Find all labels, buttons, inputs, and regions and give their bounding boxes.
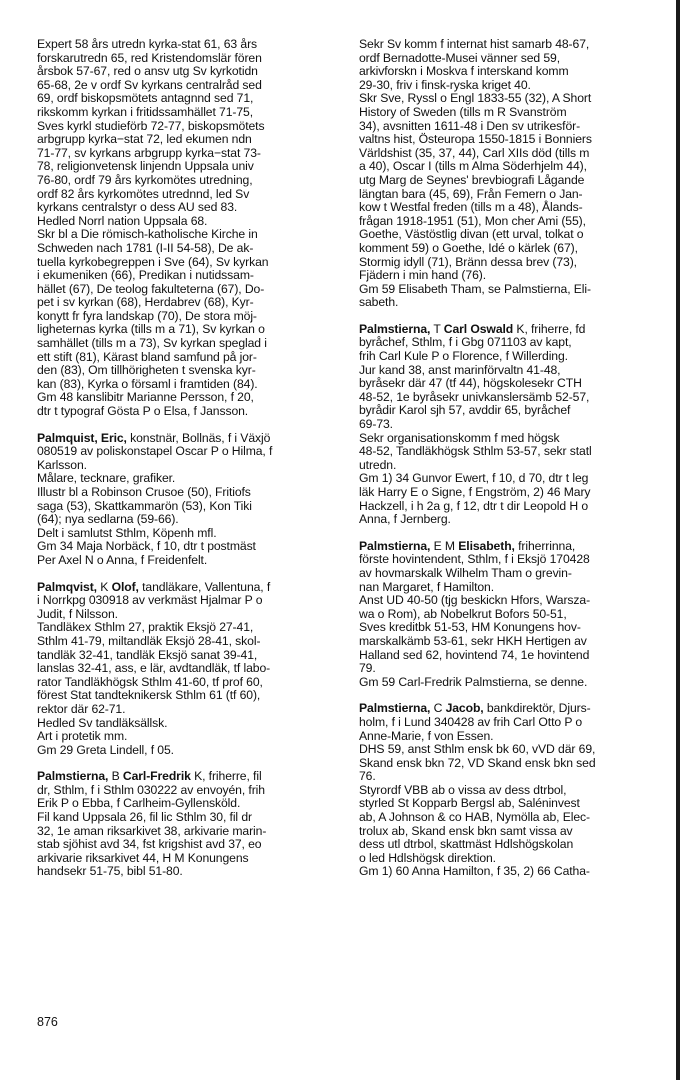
text-line: 71-77, sv kyrkans arbgrupp kyrka−stat 73- [37,145,261,160]
right-column [359,38,659,879]
text-line: dr, Sthlm, f i Sthlm 030222 av envoyén, frih [37,782,265,797]
entry-palmstierna-carl-oswald [359,323,659,527]
text-line: dess utl dtrbol, skattmäst Hdlshögskolan [359,837,574,852]
text-line: wa o Rom), ab Nobelkrut Bofors 50-51, [359,606,567,621]
left-column [37,38,335,879]
text-line: byråsekr där 47 (tf 44), högskolesekr CTH [359,376,582,391]
text-line: den (83), Om tillhörigheten t svenska kyr- [37,363,256,378]
text-line: 080519 av poliskonstapel Oscar P o Hilma, f [37,444,273,459]
text-line: rikskomm kyrkan i fritidssamhället 71-75, [37,104,254,119]
text-line: utredn. [359,457,397,472]
entry-heading-line: Palmstierna, T Carl Oswald K, friherre, fd [359,321,586,336]
entry-palmqvist-olof [37,581,335,758]
text-line: Judit, f Nilsson. [37,606,118,621]
text-line: 29-30, friv i finsk-ryska kriget 40. [359,77,531,92]
text-line: byråchef, Sthlm, f i Gbg 071103 av kapt, [359,335,572,350]
page-number: 876 [37,1015,58,1029]
text-line: Erik P o Ebba, f Carlheim-Gyllensköld. [37,796,241,811]
text-line: av hovmarskalk Wilhelm Tham o grevin- [359,565,572,580]
text-line: Hedled Norrl nation Uppsala 68. [37,213,208,228]
text-line: a 40), Oscar I (tills m Alma Söderhjelm 44), [359,159,587,174]
text-line: Gm 59 Carl-Fredrik Palmstierna, se denne. [359,674,588,689]
text-line: o led Hdlshögsk direktion. [359,850,496,865]
text-line: 48-52, Tandläkhögsk Sthlm 53-57, sekr statl [359,444,592,459]
text-line: Gm 1) 60 Anna Hamilton, f 35, 2) 66 Catha- [359,864,590,879]
text-line: arkivforskn i Moskva f interskand komm [359,64,569,79]
text-line: ligheternas kyrka (tills m a 71), Sv kyrkan o [37,322,265,337]
text-line: ab, A Johnson & co HAB, Nymölla ab, Elec- [359,810,590,825]
text-line: History of Sweden (tills m R Svanström [359,104,567,119]
text-line: marskalkämb 53-61, sekr HKH Hertigen av [359,633,587,648]
entry-heading-line: Palmqvist, K Olof, tandläkare, Vallentuna, f [37,579,271,594]
text-line: ett stift (81), Kärast bland samfund på jor- [37,349,257,364]
text-line: 79. [359,661,376,676]
text-line: 32, 1e aman riksarkivet 38, arkivarie marin- [37,823,267,838]
entry-palmstierna-elisabeth [359,540,659,690]
text-line: Anne-Marie, f von Essen. [359,728,494,743]
text-line: Halland sed 62, hovintend 74, 1e hovintend [359,647,590,662]
text-line: Gm 1) 34 Gunvor Ewert, f 10, d 70, dtr t leg [359,471,589,486]
text-line: samhället (tills m a 73), Sv kyrkan speglad i [37,336,267,351]
text-line: tandläk 32-41, tandläk Eksjö sanat 39-41, [37,647,258,662]
text-line: Hackzell, i h 2a g, f 12, dtr t dir Leopold H o [359,498,589,513]
text-line: ordf 82 års kyrkomötes utrednnd, led Sv [37,186,250,201]
text-line: 76-80, ordf 79 års kyrkomötes utredning, [37,172,253,187]
text-line: handsekr 51-75, bibl 51-80. [37,864,183,879]
entry-heading-line: Palmstierna, B Carl-Fredrik K, friherre, fil [37,769,262,784]
text-line: kyrkans centralstyr o dess AU sed 83. [37,200,238,215]
text-line: frih Carl Kule P o Florence, f Willerding. [359,349,568,364]
text-line: 78, religionvetensk linjendn Uppsala univ [37,159,254,174]
entry-heading-line: Palmstierna, C Jacob, bankdirektör, Djurs- [359,701,591,716]
text-line: rator Tandläkhögsk Sthlm 41-60, tf prof 60, [37,674,263,689]
text-line: årsbok 57-67, red o ansv utg Sv kyrkotidn [37,64,258,79]
text-line: i Norrkpg 030918 av verkmäst Hjalmar P o [37,593,263,608]
text-line: (64); nya sedlarna (59-66). [37,512,179,527]
text-line: komment 59) o Goethe, Idé o kärlek (67), [359,240,578,255]
text-line: kan (83), Kyrka o församl i framtiden (84). [37,376,258,391]
text-line: i ekumeniken (66), Predikan i nutidssam- [37,268,254,283]
text-line: arbgrupp kyrka−stat 72, led ekumen ndn [37,132,252,147]
text-line: Sthlm 41-79, miltandläk Eksjö 28-41, skol- [37,633,261,648]
text-line: Tandläkex Sthlm 27, praktik Eksjö 27-41, [37,620,254,635]
text-line: 34), avsnitten 1611-48 i Den sv utrikesför- [359,118,581,133]
text-line: 48-52, 1e byråsekr univkanslersämb 52-57, [359,389,590,404]
entry-continuation [37,38,335,419]
text-line: konytt fr fyra landskap (70), De stora möj- [37,308,257,323]
text-line: Hedled Sv tandläksällsk. [37,715,168,730]
text-line: stab sjöhist avd 34, fst krigshist avd 37, eo [37,837,262,852]
text-line: 65-68, 2e v ordf Sv kyrkans centralråd sed [37,77,262,92]
text-line: Fil kand Uppsala 26, fil lic Sthlm 30, fil dr [37,810,252,825]
text-line: frågan 1918-1951 (51), Mon cher Ami (55), [359,213,586,228]
text-line: byrådir Karol sjh 57, avddir 65, byråchef [359,403,571,418]
text-line: Expert 58 års utredn kyrka-stat 61, 63 års [37,37,258,51]
text-line: Fjädern i min hand (76). [359,268,486,283]
text-line: trolux ab, Skand ensk bkn samt vissa av [359,823,573,838]
text-line: Anna, f Jernberg. [359,512,451,527]
entry-continuation [359,38,659,310]
text-line: Sekr Sv komm f internat hist samarb 48-67, [359,37,590,51]
text-line: 76. [359,769,376,784]
text-line: nan Margaret, f Hamilton. [359,579,495,594]
entry-palmstierna-carl-fredrik [37,770,335,879]
text-line: Illustr bl a Robinson Crusoe (50), Fritiofs [37,485,251,499]
text-line: Sves kreditbk 51-53, HM Konungens hov- [359,620,581,635]
text-line: Gm 48 kanslibitr Marianne Persson, f 20, [37,390,254,405]
text-line: tuella kyrkobegreppen i Sve (64), Sv kyrkan [37,254,269,269]
text-line: Per Axel N o Anna, f Freidenfelt. [37,552,208,567]
text-line: förste hovintendent, Sthlm, f i Eksjö 170428 [359,552,590,567]
text-line: Gm 59 Elisabeth Tham, se Palmstierna, Eli- [359,281,591,296]
text-line: Skr bl a Die römisch-katholische Kirche in [37,227,258,242]
text-line: Skand ensk bkn 72, VD Skand ensk bkn sed [359,755,596,770]
text-line: Schweden nach 1781 (I-II 54-58), De ak- [37,240,254,255]
text-line: Skr Sve, Ryssl o Engl 1833-55 (32), A Short [359,91,592,106]
entry-palmstierna-jacob [359,702,659,879]
text-line: Styrordf VBB ab o vissa av dess dtrbol, [359,782,567,797]
entry-palmquist-eric [37,432,335,568]
text-line: rektor där 62-71. [37,701,126,716]
entry-heading-line: Palmstierna, E M Elisabeth, friherrinna, [359,538,576,553]
text-line: sabeth. [359,295,399,310]
text-line: forskarutredn 65, red Kristendomslär fören [37,50,262,65]
text-line: förest Stat tandteknikersk Sthlm 61 (tf 60), [37,688,261,703]
text-line: Världshist (35, 37, 44), Carl XIIs död (tills m [359,145,590,160]
text-line: dtr t typograf Gösta P o Elsa, f Jansson. [37,404,249,419]
text-line: DHS 59, anst Sthlm ensk bk 60, vVD där 69, [359,742,596,757]
text-line: ordf Bernadotte-Musei vänner sed 59, [359,50,560,65]
text-line: längtan bara (45, 69), Från Femern o Jan- [359,186,583,201]
text-line: lanslas 32-41, ass, e lär, avdtandläk, tf labo- [37,661,271,676]
text-line: pet i sv kyrkan (68), Herdabrev (68), Kyr- [37,295,254,310]
text-line: hället (67), De teolog fakulteterna (67), Do- [37,281,265,296]
text-line: läk Harry E o Signe, f Engström, 2) 46 Mary [359,485,591,499]
text-line: Målare, tecknare, grafiker. [37,471,176,486]
text-line: Gm 34 Maja Norbäck, f 10, dtr t postmäst [37,539,256,554]
text-line: kow t Westfal freden (tills m a 48), Ålands- [359,200,583,215]
text-line: Stormig idyll (71), Bränn dessa brev (73), [359,254,577,269]
text-line: arkivarie riksarkivet 44, H M Konungens [37,850,249,865]
text-line: Delt i samlutst Sthlm, Köpenh mfl. [37,525,217,540]
text-line: Goethe, Västöstlig divan (ett urval, tolkat o [359,227,584,242]
page-edge-border [676,0,680,1080]
text-line: Sekr organisationskomm f med högsk [359,430,560,445]
text-line: Art i protetik mm. [37,729,128,744]
text-line: Sves kyrkl studieförb 72-77, biskopsmötets [37,118,265,133]
text-line: 69, ordf biskopsmötets antagnnd sed 71, [37,91,254,106]
text-line: Gm 29 Greta Lindell, f 05. [37,742,174,757]
text-line: utg Marg de Seynes' brevbiografi Lågande [359,172,585,187]
text-line: styrled St Kopparb Bergsl ab, Saléninvest [359,796,580,811]
text-line: saga (53), Skattkammarön (53), Kon Tiki [37,498,252,513]
text-line: Karlsson. [37,457,87,472]
text-line: 69-73. [359,417,393,432]
text-line: Jur kand 38, anst marinförvaltn 41-48, [359,362,561,377]
text-line: holm, f i Lund 340428 av frih Carl Otto P o [359,714,583,729]
text-line: Anst UD 40-50 (tjg beskickn Hfors, Warsza- [359,593,591,608]
entry-heading-line: Palmquist, Eric, konstnär, Bollnäs, f i Växjö [37,430,271,445]
text-line: valtns hist, Östeuropa 1550-1815 i Bonniers [359,132,592,147]
